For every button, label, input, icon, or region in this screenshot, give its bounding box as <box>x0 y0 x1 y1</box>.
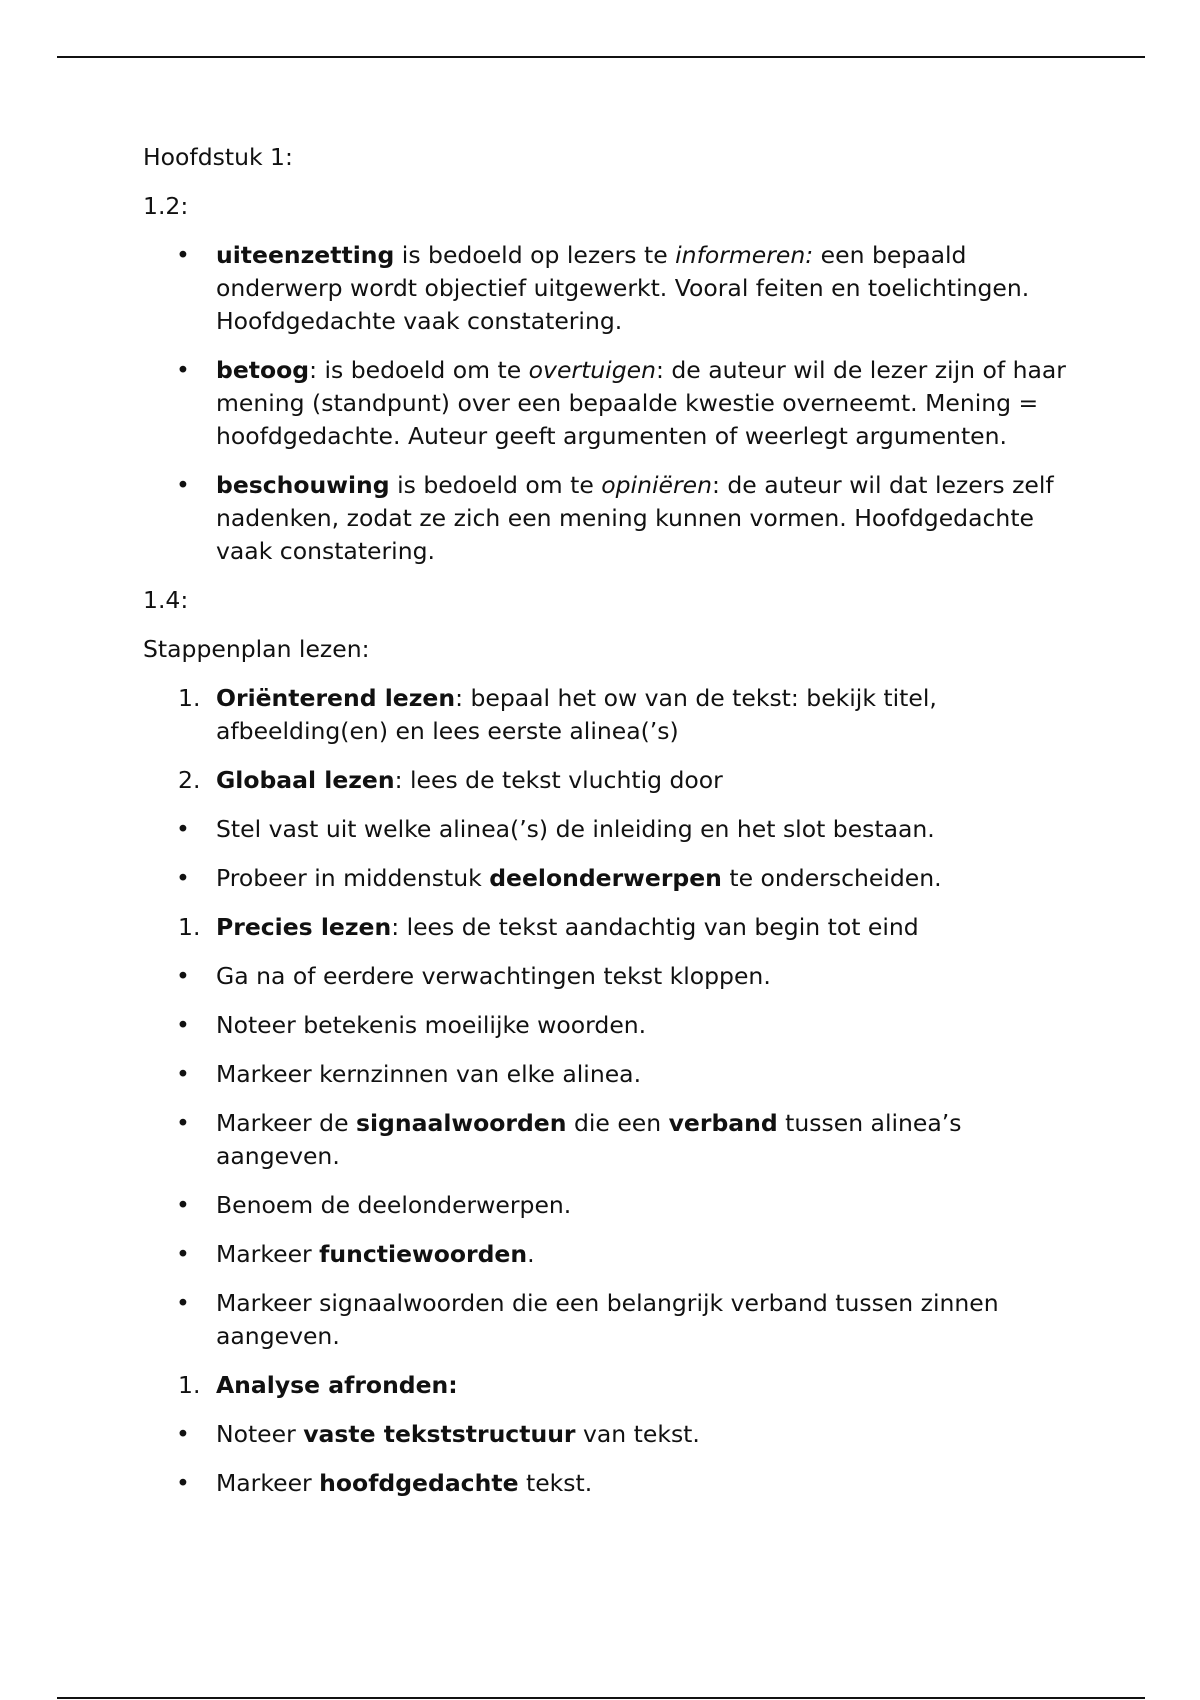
text-run: Markeer signaalwoorden die een belangrijk verband tussen zinnen aangeven. <box>216 1289 999 1350</box>
bullet-marker: • <box>176 962 190 990</box>
bold-term: functiewoorden <box>319 1240 528 1268</box>
section-1-2-list <box>143 239 1073 568</box>
italic-term: informeren: <box>675 241 814 269</box>
bullet-marker: • <box>176 1060 190 1088</box>
document-body <box>143 141 1073 1516</box>
list-item-text <box>216 682 1073 748</box>
bold-term: Oriënterend lezen <box>216 684 456 712</box>
bold-term: vaste tekststructuur <box>303 1420 576 1448</box>
section-1-2-label: 1.2: <box>143 192 189 220</box>
text-run: . <box>527 1240 535 1268</box>
list-number: 2. <box>178 766 201 794</box>
list-item-text <box>216 1189 1073 1222</box>
list-item-text <box>216 1107 1073 1173</box>
bold-term: signaalwoorden <box>356 1109 567 1137</box>
bold-term: deelonderwerpen <box>489 864 722 892</box>
bullet-marker: • <box>176 1109 190 1137</box>
list-item <box>143 1009 1073 1042</box>
list-item <box>143 960 1073 993</box>
bullet-marker: • <box>176 1289 190 1317</box>
text-run: : de auteur wil dat lezers zelf nadenken, zodat ze zich een mening kunnen vormen. Hoofdgedachte vaak constatering. <box>216 471 1054 565</box>
bold-term: beschouwing <box>216 471 390 499</box>
chapter-heading: Hoofdstuk 1: <box>143 143 293 171</box>
text-run: die een <box>566 1109 669 1137</box>
bullet-marker: • <box>176 241 190 269</box>
text-run: Probeer in middenstuk <box>216 864 490 892</box>
text-run: een bepaald onderwerp wordt objectief uitgewerkt. Vooral feiten en toelichtingen. Hoofdgedachte vaak constatering. <box>216 241 1030 335</box>
text-run: Benoem de deelonderwerpen. <box>216 1191 572 1219</box>
text-run: : is bedoeld om te <box>309 356 529 384</box>
list-item <box>143 354 1073 453</box>
text-run: van tekst. <box>575 1420 700 1448</box>
text-run: Noteer betekenis moeilijke woorden. <box>216 1011 647 1039</box>
text-run: Markeer <box>216 1240 320 1268</box>
list-item-text <box>216 354 1073 453</box>
footer-rule <box>57 1697 1145 1699</box>
text-run: : lees de tekst aandachtig van begin tot eind <box>391 913 919 941</box>
bullet-marker: • <box>176 815 190 843</box>
list-item <box>143 1058 1073 1091</box>
section-1-4-intro: Stappenplan lezen: <box>143 635 370 663</box>
list-item-text <box>216 1058 1073 1091</box>
header-rule <box>57 56 1145 58</box>
text-run: is bedoeld op lezers te <box>394 241 676 269</box>
list-number: 1. <box>178 913 201 941</box>
text-run: : lees de tekst vluchtig door <box>394 766 723 794</box>
list-item-text <box>216 469 1073 568</box>
list-item <box>143 1467 1073 1500</box>
section-1-4-list <box>143 682 1073 1500</box>
bold-term: uiteenzetting <box>216 241 395 269</box>
text-run: is bedoeld om te <box>389 471 602 499</box>
text-run: Markeer kernzinnen van elke alinea. <box>216 1060 642 1088</box>
list-item <box>143 1107 1073 1173</box>
list-item-text <box>216 1009 1073 1042</box>
list-item <box>143 682 1073 748</box>
text-run: Ga na of eerdere verwachtingen tekst kloppen. <box>216 962 771 990</box>
list-item-text <box>216 1418 1073 1451</box>
text-run: te onderscheiden. <box>721 864 942 892</box>
text-run: Markeer de <box>216 1109 357 1137</box>
list-item <box>143 764 1073 797</box>
bold-term: betoog <box>216 356 310 384</box>
list-item <box>143 469 1073 568</box>
text-run: tussen alinea’s aangeven. <box>216 1109 962 1170</box>
section-1-4-label: 1.4: <box>143 586 189 614</box>
text-run: Stel vast uit welke alinea(’s) de inleiding en het slot bestaan. <box>216 815 935 843</box>
bullet-marker: • <box>176 471 190 499</box>
text-run: tekst. <box>518 1469 593 1497</box>
list-item-text <box>216 1287 1073 1353</box>
list-item-text <box>216 1238 1073 1271</box>
bullet-marker: • <box>176 1011 190 1039</box>
list-item <box>143 862 1073 895</box>
text-run: Noteer <box>216 1420 304 1448</box>
bold-term: Globaal lezen <box>216 766 395 794</box>
list-item-text <box>216 764 1073 797</box>
list-item-text <box>216 813 1073 846</box>
list-number: 1. <box>178 684 201 712</box>
bullet-marker: • <box>176 1240 190 1268</box>
bold-term: verband <box>668 1109 778 1137</box>
bold-term: hoofdgedachte <box>319 1469 519 1497</box>
bold-term: Precies lezen <box>216 913 392 941</box>
list-item-text <box>216 862 1073 895</box>
list-item <box>143 239 1073 338</box>
list-item <box>143 1287 1073 1353</box>
list-item <box>143 813 1073 846</box>
list-item-text <box>216 239 1073 338</box>
list-item <box>143 1189 1073 1222</box>
bullet-marker: • <box>176 1191 190 1219</box>
list-number: 1. <box>178 1371 201 1399</box>
italic-term: opiniëren <box>601 471 712 499</box>
list-item <box>143 911 1073 944</box>
bullet-marker: • <box>176 864 190 892</box>
bullet-marker: • <box>176 1420 190 1448</box>
text-run: Markeer <box>216 1469 320 1497</box>
list-item <box>143 1369 1073 1402</box>
list-item-text <box>216 1467 1073 1500</box>
list-item-text <box>216 960 1073 993</box>
bullet-marker: • <box>176 1469 190 1497</box>
list-item <box>143 1238 1073 1271</box>
italic-term: overtuigen <box>528 356 656 384</box>
list-item <box>143 1418 1073 1451</box>
bold-term: Analyse afronden: <box>216 1371 458 1399</box>
list-item-text <box>216 911 1073 944</box>
list-item-text <box>216 1369 1073 1402</box>
text-run: : de auteur wil de lezer zijn of haar mening (standpunt) over een bepaalde kwestie overneemt. Mening = hoofdgedachte. Auteur geeft argumenten of weerlegt argumenten. <box>216 356 1066 450</box>
bullet-marker: • <box>176 356 190 384</box>
text-run: : bepaal het ow van de tekst: bekijk titel, afbeelding(en) en lees eerste alinea(’s) <box>216 684 937 745</box>
